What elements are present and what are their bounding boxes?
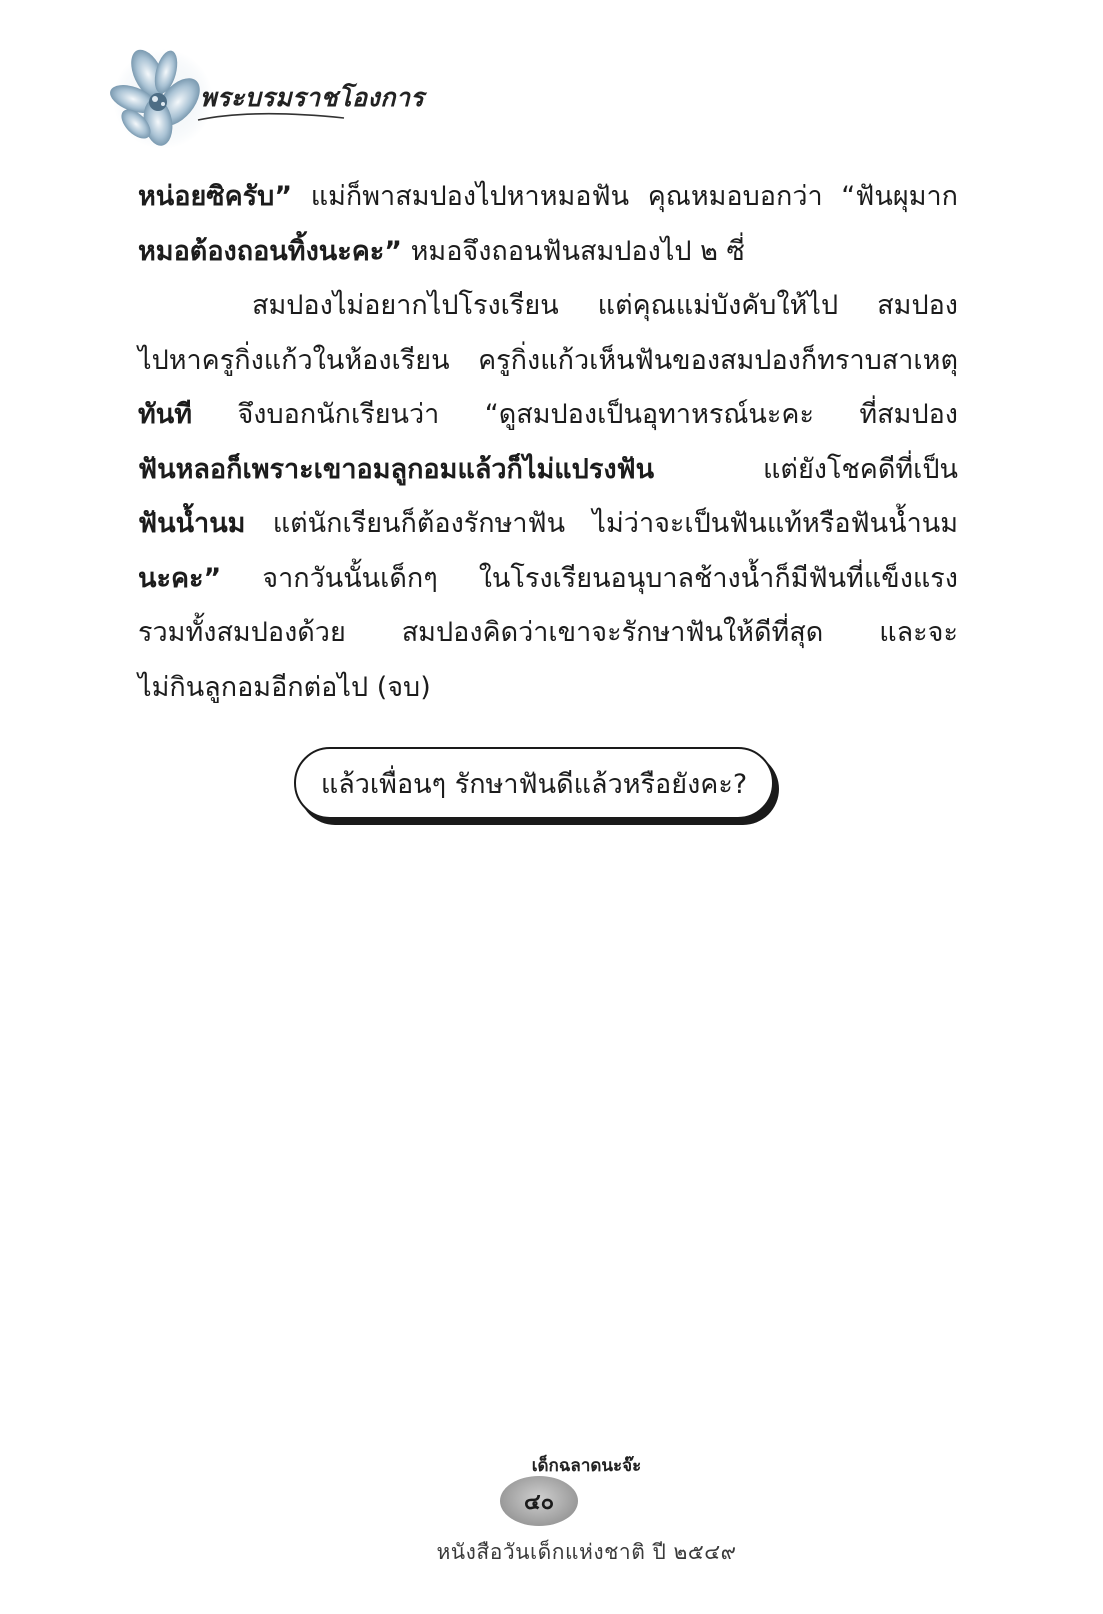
- story-line-bold: ฟันหลอก็เพราะเขาอมลูกอมแล้วก็ไม่แปรงฟัน: [138, 453, 655, 485]
- story-line-text: หมอจึงถอนฟันสมปองไป ๒ ซี่: [402, 235, 745, 267]
- story-line-text: จากวันนั้นเด็กๆ ในโรงเรียนอนุบาลช้างน้ำก็มีฟันที่แข็งแรง: [221, 562, 958, 594]
- story-line-bold: หมอต้องถอนทิ้งนะคะ”: [138, 235, 403, 267]
- story-line: [138, 388, 958, 443]
- header-title: พระบรมราชโองการ: [200, 83, 425, 112]
- story-line-text: รวมทั้งสมปองด้วย สมปองคิดว่าเขาจะรักษาฟันให้ดีที่สุด และจะ: [138, 617, 958, 648]
- story-line: [138, 661, 958, 716]
- question-text: แล้วเพื่อนๆ รักษาฟันดีแล้วหรือยังคะ?: [320, 768, 748, 800]
- story-line-text: จึงบอกนักเรียนว่า “ดูสมปองเป็นอุทาหรณ์นะคะ ที่สมปอง: [192, 399, 958, 430]
- footer-series-title: เด็กฉลาดนะจ๊ะ: [531, 1456, 642, 1476]
- story-line: [138, 225, 958, 280]
- page-number: ๔๐: [523, 1488, 555, 1515]
- story-line: [138, 279, 958, 334]
- question-banner: [294, 747, 774, 819]
- footer-publication: หนังสือวันเด็กแห่งชาติ ปี ๒๕๔๙: [436, 1540, 737, 1564]
- story-line: [138, 497, 958, 552]
- header-underline: [196, 110, 346, 124]
- story-line-bold: นะคะ”: [138, 562, 222, 594]
- story-line-text: แม่ก็พาสมปองไปหาหมอฟัน คุณหมอบอกว่า “ฟันผุมาก: [292, 181, 958, 212]
- story-line-bold: ทันที: [138, 399, 193, 430]
- story-line-text: แต่ยังโชคดีที่เป็น: [654, 453, 958, 485]
- story-line-text: ไปหาครูกิ่งแก้วในห้องเรียน ครูกิ่งแก้วเห็นฟันของสมปองก็ทราบสาเหตุ: [138, 344, 958, 376]
- story-line-bold: ฟันน้ำนม: [138, 508, 246, 539]
- story-line: [138, 552, 958, 607]
- story-line-text: ไม่กินลูกอมอีกต่อไป (จบ): [138, 671, 431, 703]
- page-header: [108, 44, 425, 154]
- story-line: [138, 443, 958, 498]
- story-line: [138, 334, 958, 389]
- story-line-bold: หน่อยซิครับ”: [138, 181, 293, 212]
- page-number-badge: [500, 1476, 578, 1526]
- story-line-text: สมปองไม่อยากไปโรงเรียน แต่คุณแม่บังคับให้ไป สมปอง: [252, 290, 958, 321]
- story-line: [138, 606, 958, 661]
- story-text: [138, 170, 958, 715]
- story-line-text: แต่นักเรียนก็ต้องรักษาฟัน ไม่ว่าจะเป็นฟันแท้หรือฟันน้ำนม: [245, 508, 958, 539]
- story-line: [138, 170, 958, 225]
